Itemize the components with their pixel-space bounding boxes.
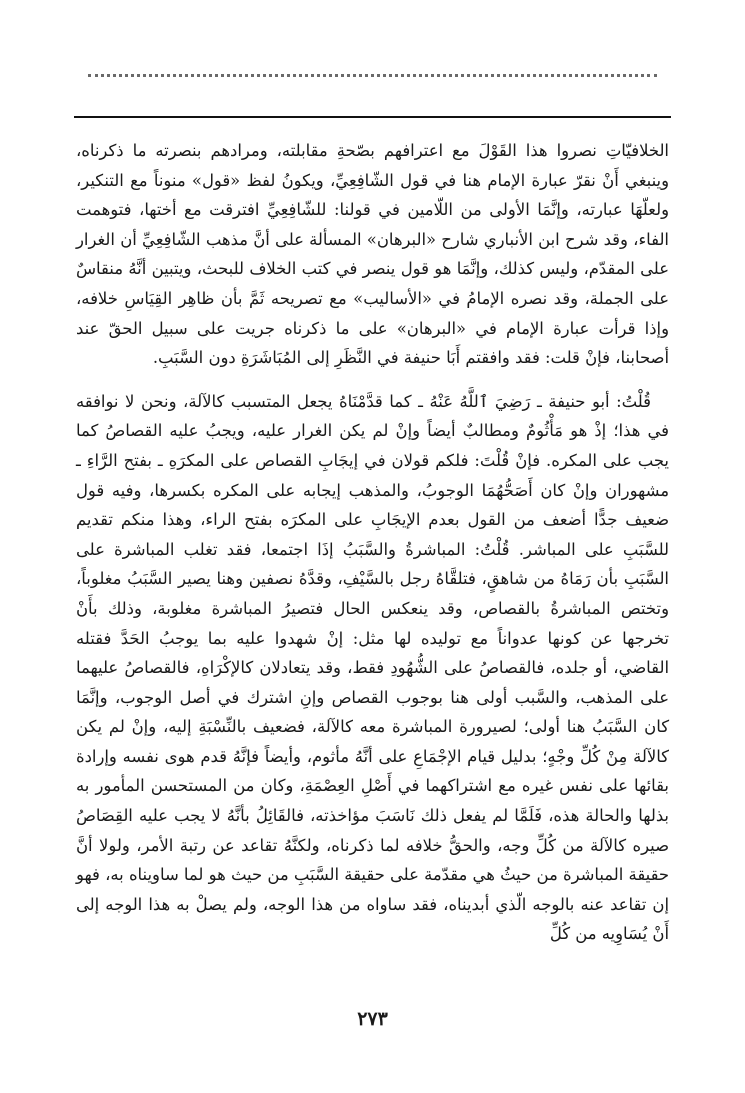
paragraph: الخلافيّاتِ نصروا هذا القَوْلَ مع اعترافهم بصّحةِ مقابلته، ومرادهم بنصرته ما ذكرناه، وينبغي أَنْ نقرّ عبارة الإمام هنا في قول الشّافِعِيِّ، ويكونُ لفظ «قول» منوناً مع التنكير، ولعلّهَا عبارته، وإنَّمَا الأولى من اللّامين في قولنا: للشّافِعِيِّ افترقت مع أختها، فتوهمت الفاء، وقد شرح ابن الأنباري شارح «البرهان» المسألة على أنَّ مذهب الشّافِعِيِّ أن الغرار على المقدّم، وليس كذلك، وإنَّمَا هو قول ينصر في كتب الخلاف للبحث، ويتبين أنَّهُ منقاسٌ على الجملة، وقد نصره الإمامُ في «الأساليب» مع تصريحه ثَمَّ بأن ظاهِر القِيَاسِ خلافه، وإذا قرأت عبارة الإمام في «البرهان» على ما ذكرناه جريت على سبيل الحقّ عند أصحابنا، فإنْ قلت: فقد وافقتم أَبَا حنيفة في النَّظَرِ إلى المُبَاشَرَةِ دون السَّبَبِ. [76, 141, 669, 368]
body-text [76, 136, 669, 949]
header-solid-separator [74, 116, 671, 118]
page-number: ٢٧٣ [357, 1008, 388, 1030]
header-dotted-separator [88, 74, 657, 77]
paragraph: قُلْتُ: أبو حنيفة ـ رَضِيَ ٱللَّهُ عَنْهُ ـ كما قدَّمْنَاهُ يجعل المتسبب كالآلة، ونحن لا نوافقه في هذا؛ إذْ هو مَأْثُومٌ ومطالبٌ أيضاً وإنْ لم يكن الغرار عليه، ويجبُ عليه القصاصُ كما يجب على المكره. فإنْ قُلْتَ: فلكم قولان في إيجَابِ القصاص على المكرَهِ ـ بفتح الرَّاءِ ـ مشهوران وإنْ كان أَصَحُّهُمَا الوجوبُ، والمذهب إيجابه على المكره بكسرها، وفيه قول ضعيف جدًّا أضعف من القول بعدم الإيجَابِ على المكرَه بفتح الراء، وهذا منكم تقديم للسَّبَبِ على المباشر. قُلْتُ: المباشرةُ والسَّبَبُ إذَا اجتمعا، فقد تغلب المباشرة على السَّبَبِ بأن رَمَاهُ من شاهقٍ، فتلقَّاهُ رجل بالسَّيْفِ، وقدَّهُ نصفين وهنا يصير السَّبَبُ مغلوباً، وتختص المباشرةُ بالقصاص، وقد ينعكس الحال فتصيرُ المباشرة مغلوبة، وذلك بأَنْ تخرجها عن كونها عدواناً مع توليده لها مثل: إنْ شهدوا عليه بما يوجبُ الحَدَّ فقتله القاضي، أو جلده، فالقصاصُ على الشُّهُودِ فقط، وقد يتعادلان كالإكْرَاهِ، فالقصاصُ عليهما على المذهب، والسَّبب أولى هنا بوجوب القصاص وإنِ اشترك في أصل الوجوب، وإنَّمَا كان السَّبَبُ هنا أولى؛ لصيرورة المباشرة معه كالآلة، فضعيف بالنِّسْبَةِ إليه، وإنْ لم يكن كالآلة مِنْ كُلِّ وجْهٍ؛ بدليل قيام الإجْمَاعِ على أنَّهُ مأثوم، وأيضاً فإنَّهُ قدم هوى نفسه وإرادة بقائها على نفس غيره مع اشتراكهما في أَصْلِ العِصْمَةِ، وكان من المستحسن المأمور به بذلها والحالة هذه، فَلَمَّا لم يفعل ذلك نَاسَبَ مؤاخذته، فالقَائِلُ بأنَّهُ لا يجب عليه القِصَاصُ صيره كالآلة من كُلِّ وجه، والحقُّ خلافه لما ذكرناه، ولكنَّهُ تقاعد عن رتبة الأمر، ولولا أنَّ حقيقة المباشرة من حيثُ هي مقدّمة على حقيقة السَّبَبِ من حيث هو لما ساويناه به، فهو إن تقاعد عنه بالوجه الّذي أبديناه، فقد ساواه من هذا الوجه، ولم يصلْ به هذا الوجه إلى أَنْ يُسَاوِيه من كُلِّ [76, 391, 669, 944]
